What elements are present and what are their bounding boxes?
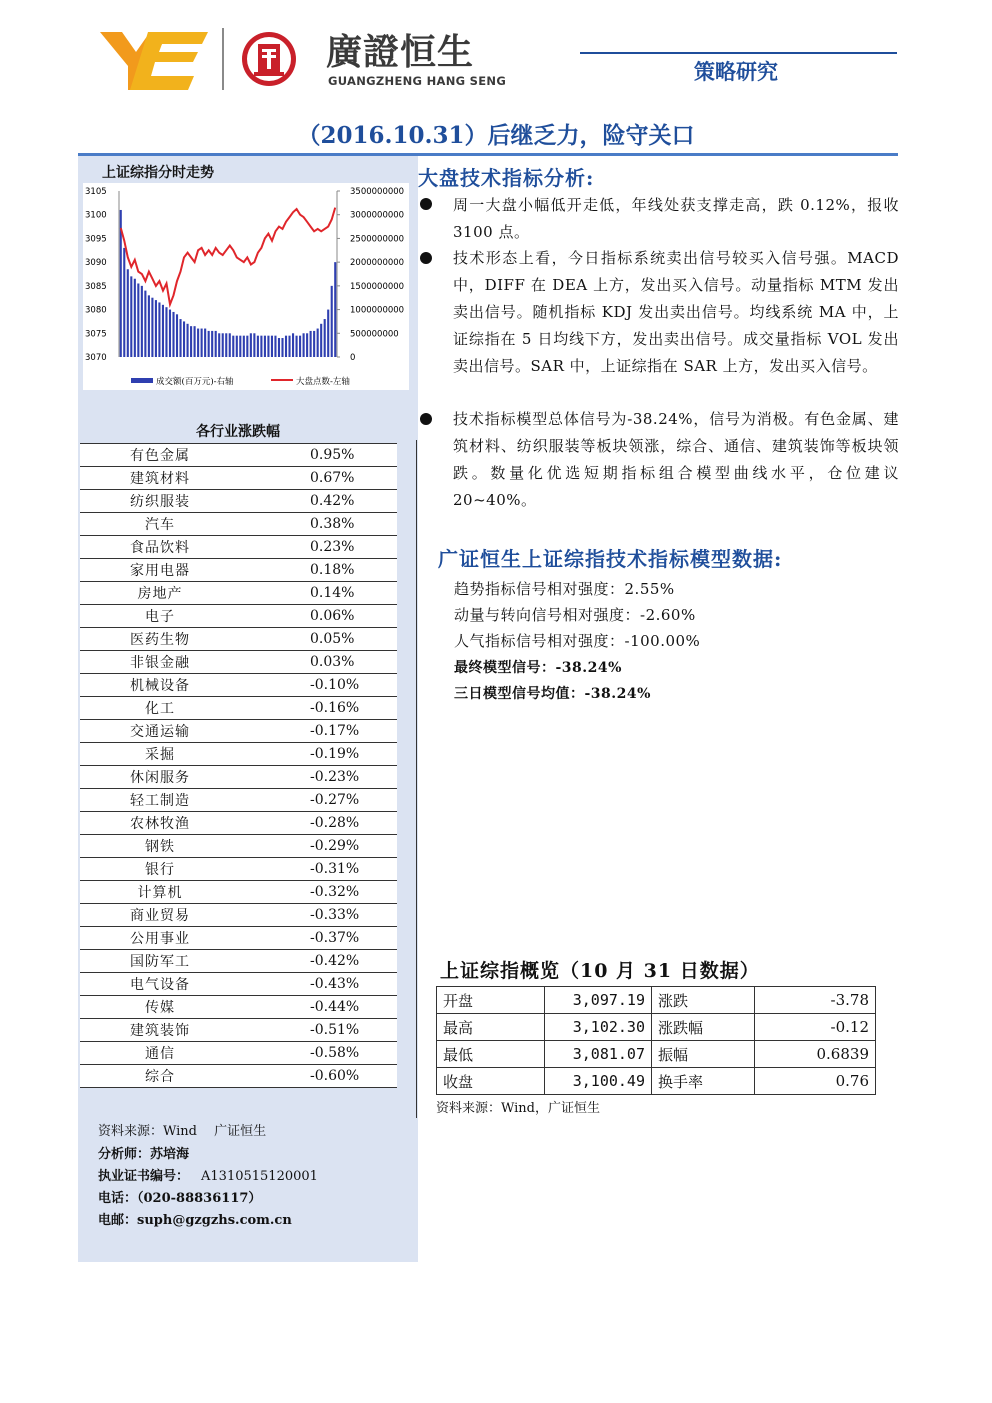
overview-value: 3,100.49 <box>545 1068 652 1095</box>
industry-change: 0.67% <box>240 467 397 490</box>
industry-change: -0.29% <box>240 835 397 858</box>
volume-bar <box>215 331 217 357</box>
industry-change: -0.23% <box>240 766 397 789</box>
license-line <box>98 1165 318 1184</box>
overview-value: 0.6839 <box>755 1041 876 1068</box>
volume-bar <box>183 321 185 357</box>
volume-bar <box>165 307 167 357</box>
table-row <box>80 927 397 950</box>
industry-change: 0.95% <box>240 444 397 467</box>
volume-bar <box>123 248 125 357</box>
brand-name-cn: 廣證恒生 <box>326 32 475 73</box>
sidebar-source: 资料来源：Wind 广证恒生 <box>98 1124 267 1139</box>
table-row <box>80 720 397 743</box>
volume-bar <box>197 329 199 357</box>
volume-bar <box>317 329 319 357</box>
analysis-paragraph-1: 周一大盘小幅低开走低，年线处获支撑走高，跌 0.12%，报收 3100 点。 <box>453 196 899 241</box>
volume-bar <box>288 336 290 357</box>
industry-change: -0.43% <box>240 973 397 996</box>
overview-title: 上证综指概览（10 月 31 日数据） <box>440 960 760 982</box>
volume-bar <box>179 319 181 357</box>
index-line <box>121 208 335 305</box>
industry-change: 0.03% <box>240 651 397 674</box>
volume-bar <box>151 298 153 357</box>
analysis-title: 大盘技术指标分析: <box>418 166 595 190</box>
overview-source: 资料来源：Wind，广证恒生 <box>436 1101 600 1116</box>
y-tick-label-right: 3500000000 <box>350 187 405 197</box>
industry-change: -0.33% <box>240 904 397 927</box>
table-row <box>437 1068 876 1095</box>
industry-name: 建筑装饰 <box>80 1019 240 1042</box>
volume-bar <box>232 336 234 357</box>
volume-bar <box>271 336 273 357</box>
header-rule <box>580 52 897 54</box>
volume-bar <box>144 291 146 357</box>
industry-change: -0.60% <box>240 1065 397 1088</box>
table-row <box>80 766 397 789</box>
overview-value: 0.76 <box>755 1068 876 1095</box>
volume-bar <box>158 302 160 357</box>
industry-name: 计算机 <box>80 881 240 904</box>
table-row <box>80 1065 397 1088</box>
table-row <box>80 835 397 858</box>
legend-bar-label: 成交额(百万元)-右轴 <box>156 377 234 387</box>
volume-bar <box>208 331 210 357</box>
table-row <box>80 881 397 904</box>
volume-bars <box>120 210 337 357</box>
volume-bar <box>260 336 262 357</box>
volume-bar <box>243 336 245 357</box>
volume-bar <box>134 279 136 357</box>
industry-name: 国防军工 <box>80 950 240 973</box>
overview-label: 涨跌幅 <box>652 1014 755 1041</box>
volume-bar <box>264 336 266 357</box>
y-tick-label-left: 3105 <box>85 187 107 197</box>
volume-bar <box>324 319 326 357</box>
volume-bar <box>246 336 248 357</box>
volume-bar <box>176 314 178 357</box>
y-tick-label-right: 2500000000 <box>350 234 405 245</box>
volume-bar <box>148 295 150 357</box>
y-tick-label-right: 2000000000 <box>350 258 405 269</box>
overview-label: 换手率 <box>652 1068 755 1095</box>
table-row <box>80 444 397 467</box>
industry-name: 综合 <box>80 1065 240 1088</box>
analysis-paragraph-3: 技术指标模型总体信号为-38.24%，信号为消极。有色金属、建筑材料、纺织服装等板块领涨，综合、通信、建筑装饰等板块领跌。数量化优选短期指标组合模型曲线水平，仓位建议 20~40%。 <box>453 410 899 509</box>
y-tick-label-right: 0 <box>350 353 356 363</box>
sidebar-divider <box>416 440 417 1118</box>
y-tick-label-left: 3080 <box>85 305 107 316</box>
table-row <box>80 559 397 582</box>
license-label: 执业证书编号： <box>98 1169 190 1184</box>
industry-change: -0.37% <box>240 927 397 950</box>
industry-table <box>80 443 397 1088</box>
table-row <box>80 536 397 559</box>
industry-change: -0.10% <box>240 674 397 697</box>
volume-bar <box>296 336 298 357</box>
industry-name: 休闲服务 <box>80 766 240 789</box>
table-row <box>80 1042 397 1065</box>
volume-bar <box>218 333 220 357</box>
industry-change: 0.42% <box>240 490 397 513</box>
industry-name: 化工 <box>80 697 240 720</box>
phone-line <box>98 1187 261 1206</box>
industry-name: 公用事业 <box>80 927 240 950</box>
industry-name: 机械设备 <box>80 674 240 697</box>
volume-bar <box>267 336 269 357</box>
table-row <box>437 1014 876 1041</box>
volume-bar <box>187 324 189 357</box>
model-trend-line: 趋势指标信号相对强度：2.55% <box>454 580 675 598</box>
volume-bar <box>250 333 252 357</box>
volume-bar <box>320 324 322 357</box>
industry-name: 采掘 <box>80 743 240 766</box>
model-final-value: -38.24% <box>555 660 622 676</box>
overview-value: 3,097.19 <box>545 987 652 1014</box>
y-tick-label-left: 3090 <box>85 258 107 269</box>
brand-name-en: GUANGZHENG HANG SENG <box>328 74 507 88</box>
industry-name: 传媒 <box>80 996 240 1019</box>
volume-bar <box>141 286 143 357</box>
y-tick-label-left: 3100 <box>85 210 107 221</box>
table-row <box>80 513 397 536</box>
volume-bar <box>222 333 224 357</box>
volume-bar <box>299 336 301 357</box>
industry-change: -0.31% <box>240 858 397 881</box>
volume-bar <box>127 269 129 357</box>
model-momentum-line: 动量与转向信号相对强度：-2.60% <box>454 606 696 624</box>
volume-bar <box>130 276 132 357</box>
industry-name: 医药生物 <box>80 628 240 651</box>
industry-change: -0.58% <box>240 1042 397 1065</box>
y-tick-label-left: 3095 <box>85 234 107 245</box>
volume-bar <box>225 333 227 357</box>
volume-bar <box>257 336 259 357</box>
industry-change: 0.14% <box>240 582 397 605</box>
volume-bar <box>211 331 213 357</box>
industry-name: 纺织服装 <box>80 490 240 513</box>
industry-change: -0.44% <box>240 996 397 1019</box>
overview-label: 开盘 <box>437 987 545 1014</box>
table-row <box>80 858 397 881</box>
table-row <box>80 1019 397 1042</box>
report-title: （2016.10.31）后继乏力，险守关口 <box>297 122 695 149</box>
volume-bar <box>285 336 287 357</box>
industry-name: 银行 <box>80 858 240 881</box>
table-row <box>80 973 397 996</box>
table-row <box>80 582 397 605</box>
industry-change: 0.38% <box>240 513 397 536</box>
overview-value: -0.12 <box>755 1014 876 1041</box>
volume-bar <box>334 262 336 357</box>
volume-bar <box>204 329 206 357</box>
industry-change: -0.42% <box>240 950 397 973</box>
industry-name: 汽车 <box>80 513 240 536</box>
industry-name: 交通运输 <box>80 720 240 743</box>
volume-bar <box>278 338 280 357</box>
table-row <box>80 490 397 513</box>
table-row <box>80 697 397 720</box>
overview-label: 振幅 <box>652 1041 755 1068</box>
industry-change: -0.16% <box>240 697 397 720</box>
industry-change: 0.05% <box>240 628 397 651</box>
volume-bar <box>169 310 171 357</box>
industry-name: 建筑材料 <box>80 467 240 490</box>
legend-line-label: 大盘点数-左轴 <box>296 377 350 387</box>
table-row <box>80 605 397 628</box>
volume-bar <box>310 331 312 357</box>
overview-value: 3,102.30 <box>545 1014 652 1041</box>
table-row <box>437 987 876 1014</box>
volume-bar <box>253 333 255 357</box>
table-row <box>80 812 397 835</box>
model-avg-label: 三日模型信号均值： <box>454 686 585 702</box>
model-title: 广证恒生上证综指技术指标模型数据: <box>438 547 783 571</box>
email-label: 电邮： <box>98 1213 138 1228</box>
legend-bar-swatch <box>131 378 153 383</box>
industry-name: 非银金融 <box>80 651 240 674</box>
volume-bar <box>201 329 203 357</box>
y-tick-label-right: 500000000 <box>350 329 399 340</box>
y-tick-label-left: 3085 <box>85 281 107 292</box>
industry-change: 0.23% <box>240 536 397 559</box>
industry-change: -0.19% <box>240 743 397 766</box>
overview-label: 最低 <box>437 1041 545 1068</box>
overview-value: 3,081.07 <box>545 1041 652 1068</box>
volume-bar <box>274 336 276 357</box>
industry-name: 有色金属 <box>80 444 240 467</box>
bullet-icon <box>420 413 432 425</box>
intraday-chart-svg <box>83 183 409 390</box>
industry-name: 食品饮料 <box>80 536 240 559</box>
license-number: A1310515120001 <box>201 1169 318 1184</box>
industry-change: -0.51% <box>240 1019 397 1042</box>
table-row <box>80 628 397 651</box>
y-tick-label-right: 1000000000 <box>350 305 405 316</box>
logo-divider <box>222 28 224 90</box>
industry-name: 农林牧渔 <box>80 812 240 835</box>
volume-bar <box>137 283 139 357</box>
model-sentiment-line: 人气指标信号相对强度：-100.00% <box>454 632 701 650</box>
overview-label: 最高 <box>437 1014 545 1041</box>
email-line <box>98 1209 292 1228</box>
industry-change: 0.18% <box>240 559 397 582</box>
volume-bar <box>313 331 315 357</box>
guangzheng-seal-icon <box>240 30 298 88</box>
analyst-line <box>98 1143 189 1162</box>
industry-name: 轻工制造 <box>80 789 240 812</box>
industry-name: 钢铁 <box>80 835 240 858</box>
overview-label: 涨跌 <box>652 987 755 1014</box>
volume-bar <box>229 333 231 357</box>
volume-bar <box>281 338 283 357</box>
report-type: 策略研究 <box>694 60 778 84</box>
table-row <box>80 996 397 1019</box>
phone-number: （020-88836117） <box>137 1191 262 1206</box>
model-final-line <box>454 657 622 677</box>
chart-title: 上证综指分时走势 <box>102 165 214 181</box>
industry-change: -0.28% <box>240 812 397 835</box>
model-avg-value: -38.24% <box>584 686 651 702</box>
table-row <box>80 743 397 766</box>
industry-table-title: 各行业涨跌幅 <box>196 424 280 440</box>
y-tick-label-left: 3070 <box>85 353 107 363</box>
y-tick-label-left: 3075 <box>85 329 107 340</box>
industry-change: -0.17% <box>240 720 397 743</box>
y-tick-label-right: 1500000000 <box>350 281 405 292</box>
table-row <box>80 651 397 674</box>
industry-change: -0.27% <box>240 789 397 812</box>
table-row <box>80 950 397 973</box>
volume-bar <box>172 312 174 357</box>
phone-label: 电话： <box>98 1191 138 1206</box>
volume-bar <box>194 326 196 357</box>
volume-bar <box>162 305 164 357</box>
y-tick-label-right: 3000000000 <box>350 210 405 221</box>
table-row <box>80 467 397 490</box>
industry-name: 电子 <box>80 605 240 628</box>
industry-name: 房地产 <box>80 582 240 605</box>
table-row <box>80 789 397 812</box>
industry-name: 通信 <box>80 1042 240 1065</box>
analysis-paragraph-2: 技术形态上看，今日指标系统卖出信号较买入信号强。MACD 中，DIFF 在 DEA 上方，发出买入信号。动量指标 MTM 发出卖出信号。随机指标 KDJ 发出卖出信号。均线系统 MA 中，上证综指在 5 日均线下方，发出卖出信号。成交量指标 VOL 发出卖出信号。SAR 中，上证综指在 SAR 上方，发出买入信号。 <box>453 249 899 375</box>
overview-label: 收盘 <box>437 1068 545 1095</box>
industry-name: 家用电器 <box>80 559 240 582</box>
industry-change: 0.06% <box>240 605 397 628</box>
industry-change: -0.32% <box>240 881 397 904</box>
intraday-chart <box>83 183 409 390</box>
analyst-label: 分析师： <box>98 1147 151 1162</box>
model-avg-line <box>454 683 651 703</box>
volume-bar <box>327 310 329 357</box>
table-row <box>80 904 397 927</box>
industry-name: 电气设备 <box>80 973 240 996</box>
volume-bar <box>236 336 238 357</box>
volume-bar <box>303 333 305 357</box>
overview-value: -3.78 <box>755 987 876 1014</box>
model-final-label: 最终模型信号： <box>454 660 556 676</box>
bullet-icon <box>420 198 432 210</box>
table-row <box>80 674 397 697</box>
volume-bar <box>306 333 308 357</box>
analyst-name: 苏培海 <box>150 1147 190 1162</box>
table-row <box>437 1041 876 1068</box>
volume-bar <box>190 326 192 357</box>
industry-name: 商业贸易 <box>80 904 240 927</box>
volume-bar <box>239 336 241 357</box>
overview-table <box>436 986 876 1095</box>
email-address: suph@gzgzhs.com.cn <box>137 1213 292 1228</box>
volume-bar <box>292 333 294 357</box>
bullet-icon <box>420 252 432 264</box>
volume-bar <box>155 300 157 357</box>
ye-logo-icon <box>100 26 210 92</box>
volume-bar <box>331 286 333 357</box>
